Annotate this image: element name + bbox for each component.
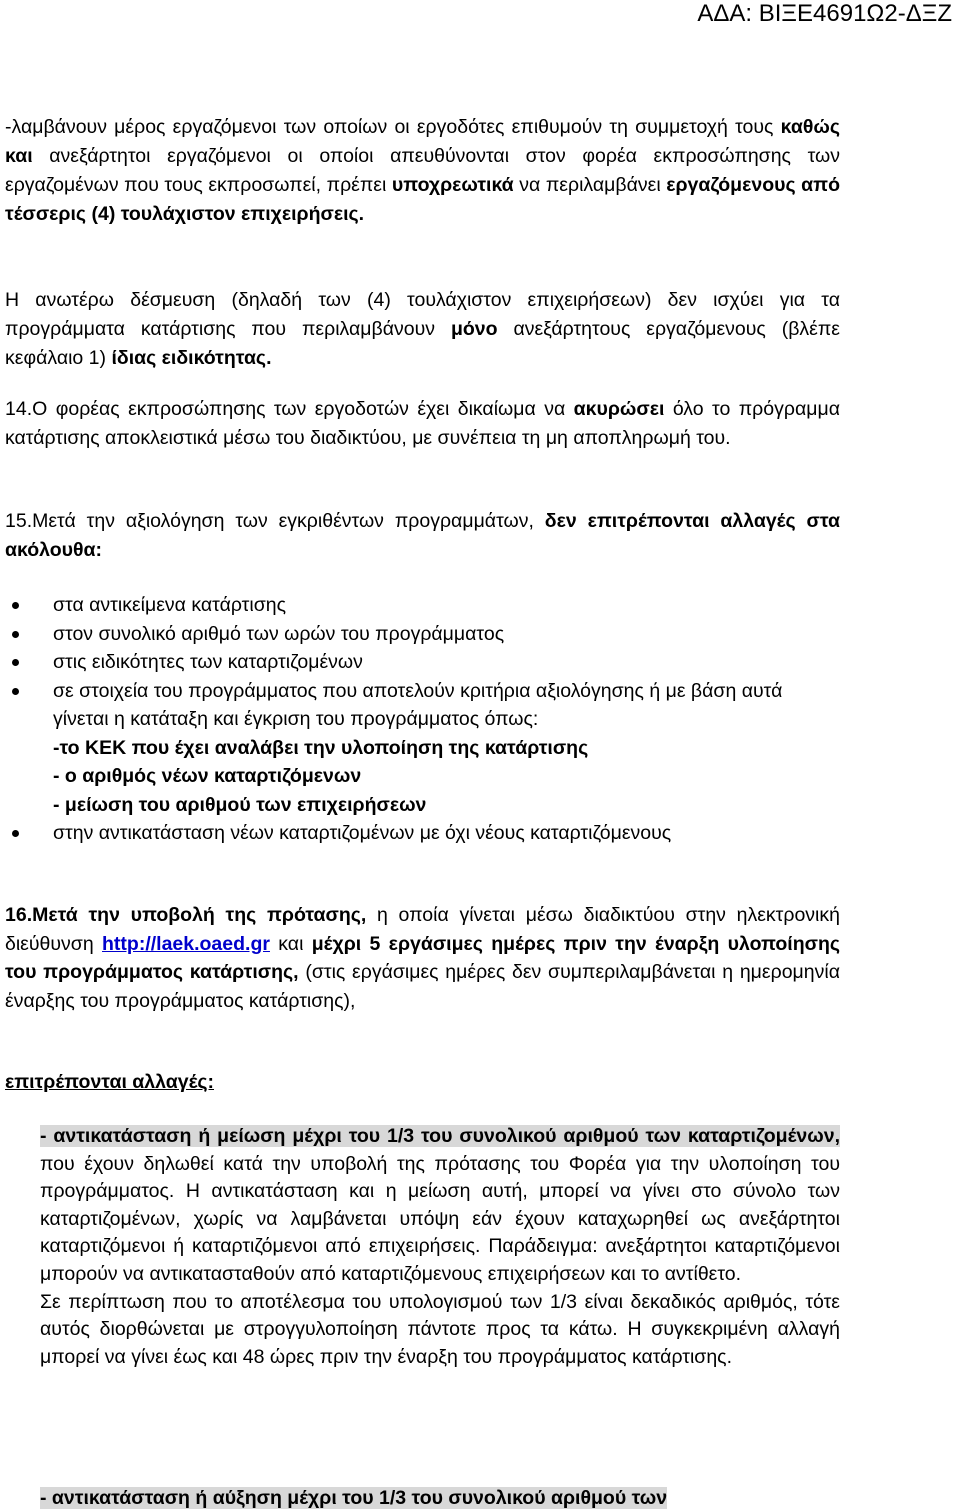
- list-item: στον συνολικό αριθμό των ωρών του προγράμματος: [5, 620, 840, 649]
- laek-link[interactable]: http://laek.oaed.gr: [102, 932, 270, 955]
- ada-code: ΑΔΑ: ΒΙΞΕ4691Ω2-ΔΞΖ: [697, 0, 952, 27]
- paragraph-exception: Η ανωτέρω δέσμευση (δηλαδή των (4) τουλάχιστον επιχειρήσεων) δεν ισχύει για τα προγράμματα κατάρτισης που περιλαμβάνουν μόνο ανεξάρτητους εργαζόμενους (βλέπε κεφάλαιο 1) ίδιας ειδικότητας.: [5, 289, 841, 369]
- allowed-changes-heading: επιτρέπονται αλλαγές:: [5, 1071, 214, 1093]
- allowed-change-increase: - αντικατάσταση ή αύξηση μέχρι του 1/3 του συνολικού αριθμού των: [40, 1487, 668, 1509]
- sub-item: - ο αριθμός νέων καταρτιζόμενων: [53, 765, 362, 787]
- paragraph-16: 16.Μετά την υποβολή της πρότασης, η οποία γίνεται μέσω διαδικτύου στην ηλεκτρονική διεύθυνση http://laek.oaed.gr και μέχρι 5 εργάσιμες ημέρες πριν την έναρξη υλοποίησης του προγράμματος κατάρτισης, (στις εργάσιμες ημέρες δεν συμπεριλαμβάνεται η ημερομηνία έναρξης του προγράμματος κατάρτισης),: [5, 904, 841, 1012]
- list-item: στα αντικείμενα κατάρτισης: [5, 591, 840, 620]
- list-item: σε στοιχεία του προγράμματος που αποτελούν κριτήρια αξιολόγησης ή με βάση αυτά γίνεται η κατάταξη και έγκριση του προγράμματος όπως: -το ΚΕΚ που έχει αναλάβει την υλοποίηση της κατάρτισης - ο αριθμός νέων καταρτιζόμενων - μείωση του αριθμού των επιχειρήσεων: [5, 677, 840, 820]
- paragraph-14: 14.Ο φορέας εκπροσώπησης των εργοδοτών έχει δικαίωμα να ακυρώσει όλο το πρόγραμμα κατάρτισης αποκλειστικά μέσω του διαδικτύου, με συνέπεια τη μη αποπληρωμή του.: [5, 398, 840, 449]
- change-restrictions-list: [5, 591, 840, 848]
- paragraph-15: 15.Μετά την αξιολόγηση των εγκριθέντων προγραμμάτων, δεν επιτρέπονται αλλαγές στα ακόλουθα:: [5, 510, 840, 561]
- list-item: στην αντικατάσταση νέων καταρτιζομένων με όχι νέους καταρτιζόμενους: [5, 819, 840, 848]
- paragraph-participants: -λαμβάνουν μέρος εργαζόμενοι των οποίων οι εργοδότες επιθυμούν τη συμμετοχή τους καθώς και ανεξάρτητοι εργαζόμενοι οι οποίοι απευθύνονται στον φορέα εκπροσώπησης των εργαζομένων που τους εκπροσωπεί, πρέπει υποχρεωτικά να περιλαμβάνει εργαζόμενους από τέσσερις (4) τουλάχιστον επιχειρήσεις.: [5, 116, 841, 225]
- list-item: στις ειδικότητες των καταρτιζομένων: [5, 648, 840, 677]
- sub-item: -το ΚΕΚ που έχει αναλάβει την υλοποίηση της κατάρτισης: [53, 736, 589, 759]
- sub-item: - μείωση του αριθμού των επιχειρήσεων: [53, 793, 427, 816]
- document-body: [5, 113, 840, 229]
- allowed-change-replacement: - αντικατάσταση ή μείωση μέχρι του 1/3 του συνολικού αριθμού των καταρτιζομένων, που έχουν δηλωθεί κατά την υποβολή της πρότασης του Φορέα για την υλοποίηση του προγράμματος. Η αντικατάσταση και η μείωση αυτή, μπορεί να γίνει στο σύνολο των καταρτιζομένων, χωρίς να λαμβάνεται υπόψη εάν έχουν καταχωρηθεί ως ανεξάρτητοι καταρτιζόμενοι ή καταρτιζόμενοι από επιχειρήσεις. Παράδειγμα: ανεξάρτητοι καταρτιζόμενοι μπορούν να αντικατασταθούν από καταρτιζόμενους επιχειρήσεων και το αντίθετο. Σε περίπτωση που το αποτέλεσμα του υπολογισμού των 1/3 είναι δεκαδικός αριθμός, τότε αυτός διορθώνεται με στρογγυλοποίηση πάντοτε προς τα κάτω. Η συγκεκριμένη αλλαγή μπορεί να γίνει έως και 48 ώρες πριν την έναρξη του προγράμματος κατάρτισης.: [40, 1125, 840, 1368]
